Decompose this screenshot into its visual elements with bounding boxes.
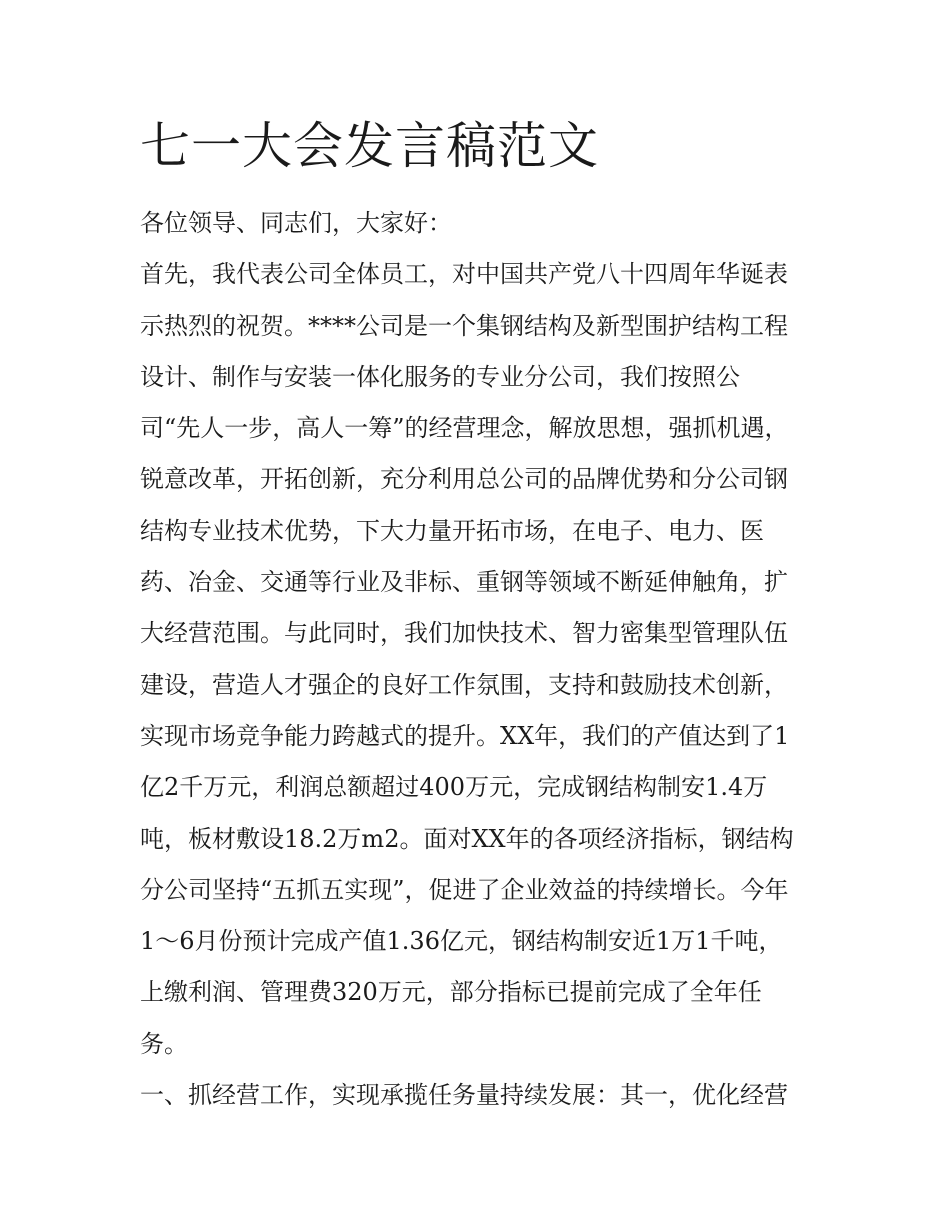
text-line: 分公司坚持“五抓五实现”，促进了企业效益的持续增长。今年 [140, 875, 789, 904]
text-line: 一、抓经营工作，实现承揽任务量持续发展：其一，优化经营 [140, 1081, 788, 1110]
text-line: 实现市场竞争能力跨越式的提升。XX年，我们的产值达到了1 [140, 721, 790, 750]
text-line: 司“先人一步，高人一筹”的经营理念，解放思想，强抓机遇， [140, 414, 789, 443]
paragraph-intro [140, 249, 820, 1070]
text-line: 药、冶金、交通等行业及非标、重钢等领域不断延伸触角，扩 [140, 568, 788, 597]
paragraph-section-one [140, 1070, 820, 1121]
text-line: 设计、制作与安装一体化服务的专业分公司，我们按照公 [140, 362, 740, 391]
text-line: 务。 [140, 1029, 188, 1058]
document-title: 七一大会发言稿范文 [140, 117, 599, 175]
paragraph-greeting [140, 198, 820, 249]
text-line: 大经营范围。与此同时，我们加快技术、智力密集型管理队伍 [140, 619, 788, 648]
text-line: 亿2千万元，利润总额超过400万元，完成钢结构制安1.4万 [140, 773, 768, 802]
document-body [140, 110, 820, 1121]
text-line: 建设，营造人才强企的良好工作氛围，支持和鼓励技术创新， [140, 670, 788, 699]
text-line: 1～6月份预计完成产值1.36亿元，钢结构制安近1万1千吨， [140, 927, 783, 956]
text-line: 结构专业技术优势，下大力量开拓市场，在电子、电力、医 [140, 516, 764, 545]
text-line: 锐意改革，开拓创新，充分利用总公司的品牌优势和分公司钢 [140, 465, 788, 494]
text-line: 上缴利润、管理费320万元，部分指标已提前完成了全年任 [140, 978, 762, 1007]
text-line: 各位领导、同志们，大家好： [140, 209, 452, 237]
text-line: 示热烈的祝贺。****公司是一个集钢结构及新型围护结构工程 [140, 311, 788, 340]
text-line: 吨，板材敷设18.2万m2。面对XX年的各项经济指标，钢结构 [140, 824, 794, 853]
text-line: 首先，我代表公司全体员工，对中国共产党八十四周年华诞表 [140, 260, 788, 289]
